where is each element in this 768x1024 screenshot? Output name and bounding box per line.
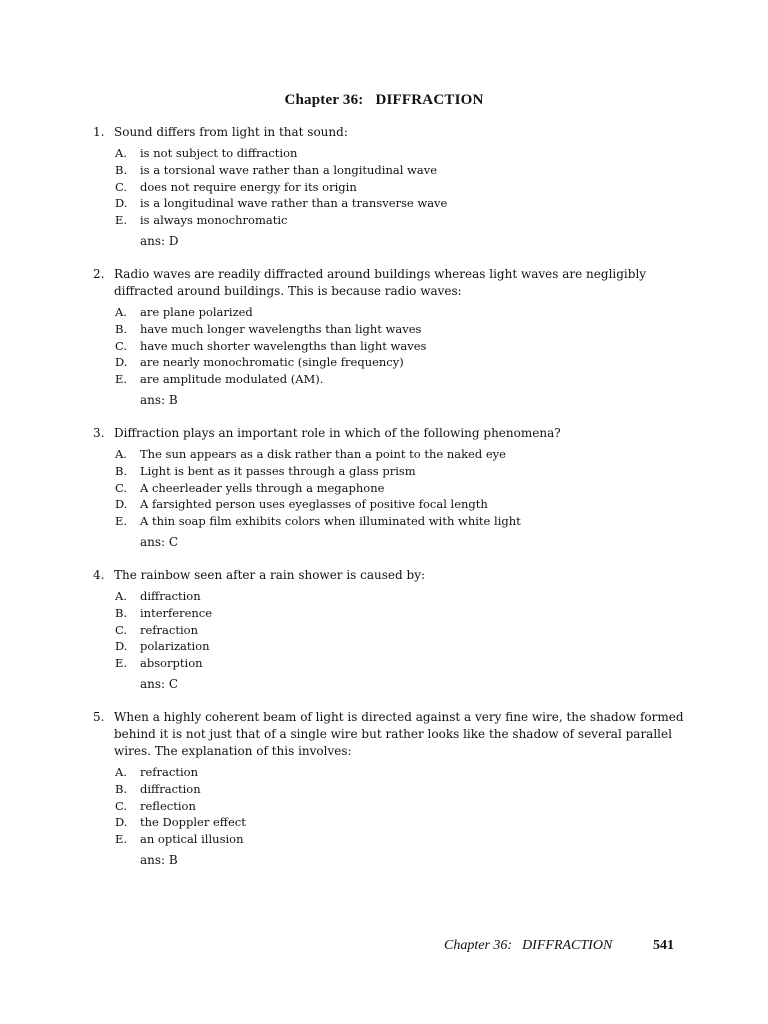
- question-number: 5.: [93, 709, 105, 724]
- option-text: have much longer wavelengths than light waves: [140, 321, 422, 336]
- question-text: Sound differs from light in that sound:: [114, 125, 348, 139]
- option-letter: A.: [115, 304, 127, 319]
- option-text: A thin soap film exhibits colors when illuminated with white light: [140, 514, 521, 529]
- option-letter: C.: [115, 798, 128, 813]
- chapter-label: Chapter 36:: [284, 92, 364, 108]
- option-letter: E.: [115, 213, 128, 228]
- footer-chapter-label: Chapter 36:: [444, 938, 513, 953]
- option-letter: A.: [115, 588, 127, 603]
- question-5: [93, 709, 693, 869]
- option-c: [115, 338, 693, 355]
- option-text: The sun appears as a disk rather than a point to the naked eye: [140, 446, 506, 461]
- question-text: When a highly coherent beam of light is directed against a very fine wire, the shadow formed behind it is not just that of a single wire but rather looks like the shadow of several parallel wires. The explanation of this involves:: [114, 709, 684, 758]
- option-list: [115, 145, 693, 229]
- option-d: [115, 496, 693, 513]
- option-b: [115, 321, 693, 338]
- option-e: [115, 371, 693, 388]
- option-d: [115, 638, 693, 655]
- option-letter: E.: [115, 514, 128, 529]
- option-d: [115, 814, 693, 831]
- option-text: is always monochromatic: [140, 213, 288, 228]
- option-a: [115, 588, 693, 605]
- option-c: [115, 179, 693, 196]
- option-text: an optical illusion: [140, 832, 244, 847]
- option-text: reflection: [140, 798, 196, 813]
- option-text: is a torsional wave rather than a longitudinal wave: [140, 162, 438, 177]
- option-e: [115, 831, 693, 848]
- option-letter: B.: [115, 162, 128, 177]
- answer: ans: B: [140, 852, 178, 867]
- option-d: [115, 354, 693, 371]
- option-text: Light is bent as it passes through a glass prism: [140, 463, 416, 478]
- option-letter: C.: [115, 338, 128, 353]
- option-b: [115, 781, 693, 798]
- option-list: [115, 446, 693, 530]
- option-letter: A.: [115, 446, 127, 461]
- option-text: refraction: [140, 764, 198, 779]
- option-letter: B.: [115, 605, 128, 620]
- option-c: [115, 480, 693, 497]
- question-number: 1.: [93, 125, 105, 139]
- option-text: have much shorter wavelengths than light waves: [140, 338, 427, 353]
- option-text: is a longitudinal wave rather than a transverse wave: [140, 196, 448, 211]
- option-text: the Doppler effect: [140, 815, 246, 830]
- question-2: [93, 266, 693, 409]
- option-e: [115, 212, 693, 229]
- option-text: interference: [140, 605, 213, 620]
- page-number: 541: [653, 938, 674, 953]
- page-footer: [444, 938, 612, 954]
- option-text: are plane polarized: [140, 304, 253, 319]
- option-letter: D.: [115, 196, 128, 211]
- option-letter: B.: [115, 463, 128, 478]
- option-b: [115, 162, 693, 179]
- answer: ans: D: [140, 233, 179, 248]
- option-text: A cheerleader yells through a megaphone: [140, 480, 385, 495]
- question-text: The rainbow seen after a rain shower is caused by:: [114, 567, 426, 582]
- option-letter: A.: [115, 764, 127, 779]
- option-letter: D.: [115, 639, 128, 654]
- option-list: [115, 588, 693, 672]
- option-a: [115, 446, 693, 463]
- option-text: refraction: [140, 622, 198, 637]
- option-b: [115, 463, 693, 480]
- question-text: Radio waves are readily diffracted around buildings whereas light waves are negligibly diffracted around buildings. This is because radio waves:: [114, 266, 647, 298]
- question-number: 2.: [93, 266, 105, 281]
- answer: ans: C: [140, 534, 179, 549]
- option-letter: E.: [115, 832, 128, 847]
- question-list: [93, 124, 693, 885]
- option-letter: E.: [115, 372, 128, 387]
- question-4: [93, 567, 693, 693]
- option-a: [115, 145, 693, 162]
- option-list: [115, 764, 693, 848]
- option-letter: D.: [115, 355, 128, 370]
- option-letter: A.: [115, 146, 127, 160]
- option-letter: C.: [115, 179, 128, 194]
- option-text: A farsighted person uses eyeglasses of positive focal length: [140, 497, 488, 512]
- option-letter: D.: [115, 815, 128, 830]
- option-a: [115, 764, 693, 781]
- option-letter: D.: [115, 497, 128, 512]
- question-1: [93, 124, 693, 250]
- option-e: [115, 655, 693, 672]
- option-d: [115, 195, 693, 212]
- page-title: [0, 92, 768, 109]
- question-number: 4.: [93, 567, 105, 582]
- question-text: Diffraction plays an important role in which of the following phenomena?: [114, 425, 561, 440]
- option-text: is not subject to diffraction: [140, 146, 298, 160]
- option-letter: B.: [115, 321, 128, 336]
- option-letter: C.: [115, 622, 128, 637]
- option-text: diffraction: [140, 781, 201, 796]
- option-text: are nearly monochromatic (single frequency): [140, 355, 404, 370]
- answer: ans: B: [140, 392, 178, 407]
- question-3: [93, 425, 693, 551]
- option-text: diffraction: [140, 588, 201, 603]
- footer-chapter-title: DIFFRACTION: [522, 938, 613, 953]
- option-e: [115, 513, 693, 530]
- option-letter: C.: [115, 480, 128, 495]
- answer: ans: C: [140, 676, 179, 691]
- option-c: [115, 622, 693, 639]
- option-letter: B.: [115, 781, 128, 796]
- option-a: [115, 304, 693, 321]
- option-letter: E.: [115, 656, 128, 671]
- chapter-name: DIFFRACTION: [375, 92, 484, 108]
- question-number: 3.: [93, 425, 105, 440]
- option-b: [115, 605, 693, 622]
- option-list: [115, 304, 693, 388]
- option-text: does not require energy for its origin: [140, 179, 357, 194]
- option-text: are amplitude modulated (AM).: [140, 372, 324, 387]
- option-text: polarization: [140, 639, 210, 654]
- option-c: [115, 798, 693, 815]
- option-text: absorption: [140, 656, 203, 671]
